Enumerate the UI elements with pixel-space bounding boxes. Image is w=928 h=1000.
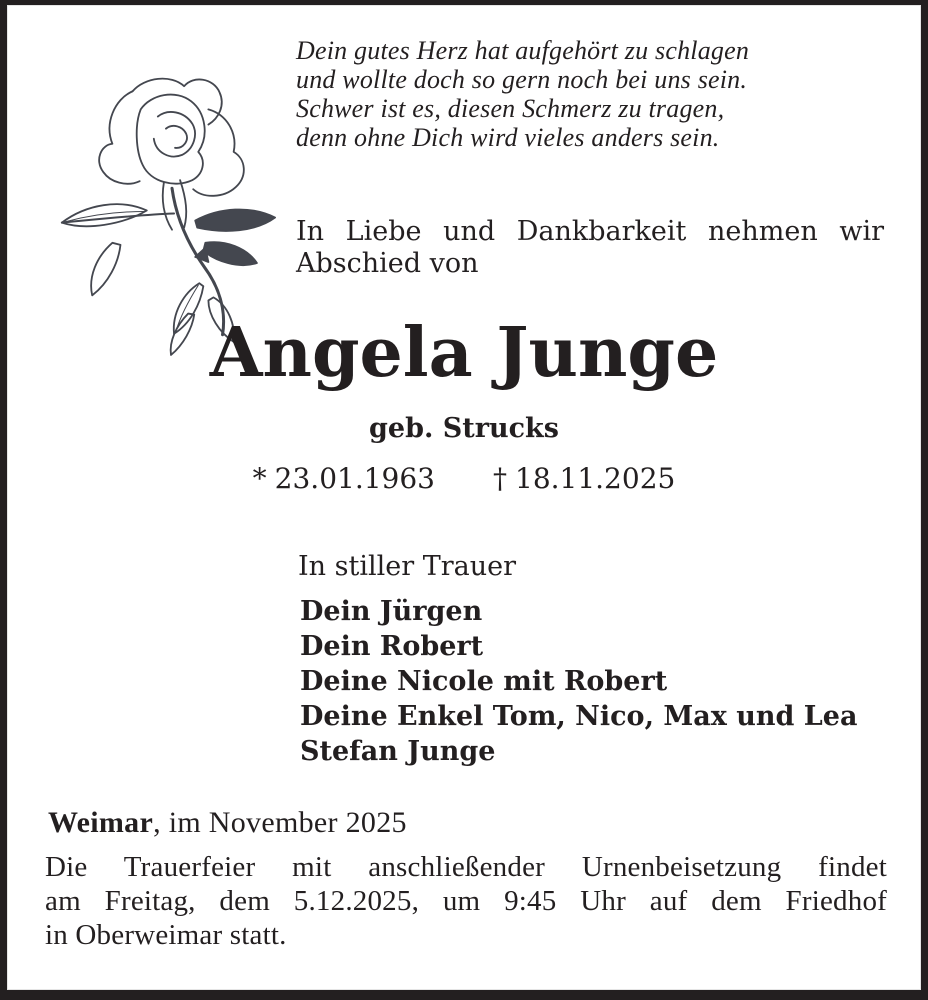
- farewell-intro: [296, 216, 884, 280]
- verse-line: denn ohne Dich wird vieles anders sein.: [296, 123, 720, 152]
- place-date-line: [48, 806, 407, 840]
- mourning-heading: In stiller Trauer: [298, 551, 517, 582]
- funeral-line: Die Trauerfeier mit anschließender Urnenbeisetzung findet: [45, 851, 887, 883]
- life-dates: [7, 462, 921, 495]
- mourner-line: Stefan Junge: [300, 736, 496, 767]
- verse-line: und wollte doch so gern noch bei uns sein.: [296, 65, 748, 94]
- place-name: Weimar: [48, 806, 154, 839]
- mourner-line: Deine Nicole mit Robert: [300, 666, 668, 697]
- memorial-verse: [296, 36, 749, 152]
- mourner-line: Dein Jürgen: [300, 596, 483, 627]
- place-date-suffix: , im November 2025: [153, 806, 407, 839]
- deceased-name: Angela Junge: [209, 313, 719, 393]
- birth-date-value: 23.01.1963: [274, 462, 435, 495]
- verse-line: Dein gutes Herz hat aufgehört zu schlagen: [296, 36, 750, 65]
- birth-date: [253, 462, 435, 495]
- verse-line: Schwer ist es, diesen Schmerz zu tragen,: [296, 94, 725, 123]
- funeral-line: am Freitag, dem 5.12.2025, um 9:45 Uhr auf dem Friedhof: [45, 885, 887, 917]
- funeral-line: in Oberweimar statt.: [45, 919, 287, 951]
- mourner-line: Deine Enkel Tom, Nico, Max und Lea: [300, 701, 858, 732]
- intro-line: In Liebe und Dankbarkeit nehmen wir: [296, 216, 884, 247]
- birth-star-icon: *: [252, 462, 267, 495]
- death-cross-icon: †: [493, 462, 507, 495]
- funeral-info: [45, 850, 887, 952]
- intro-line: Abschied von: [296, 248, 479, 279]
- death-date-value: 18.11.2025: [515, 462, 676, 495]
- maiden-name: geb. Strucks: [369, 413, 559, 444]
- death-date: [493, 462, 675, 495]
- mourners-list: [300, 594, 857, 769]
- mourner-line: Dein Robert: [300, 631, 484, 662]
